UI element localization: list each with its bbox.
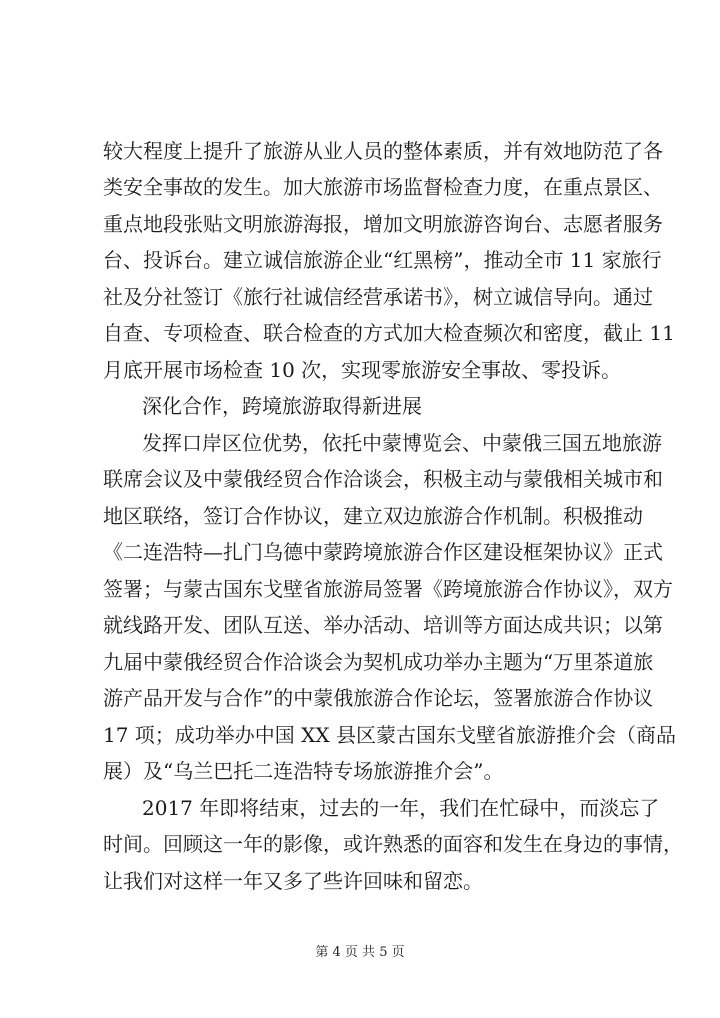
text-line: 让我们对这样一年又多了些许回味和留恋。 — [103, 869, 483, 893]
text-line: 就线路开发、团队互送、举办活动、培训等方面达成共识；以第 — [103, 613, 663, 637]
text-line: 时间。回顾这一年的影像，或许熟悉的面容和发生在身边的事情， — [103, 832, 683, 856]
text-line: 较大程度上提升了旅游从业人员的整体素质，并有效地防范了各 — [103, 139, 663, 163]
text-line: 社及分社签订《旅行社诚信经营承诺书》，树立诚信导向。通过 — [103, 285, 653, 309]
text-line: 九届中蒙俄经贸合作洽谈会为契机成功举办主题为“万里茶道旅 — [103, 650, 654, 674]
text-line: 台、投诉台。建立诚信旅游企业“红黑榜”，推动全市 11 家旅行 — [103, 248, 662, 272]
text-line: 游产品开发与合作”的中蒙俄旅游合作论坛，签署旅游合作协议 — [103, 686, 654, 710]
text-line: 月底开展市场检查 10 次，实现零旅游安全事故、零投诉。 — [103, 358, 622, 382]
section-heading: 深化合作，跨境旅游取得新进展 — [142, 394, 422, 418]
text-line: 17 项；成功举办中国 XX 县区蒙古国东戈壁省旅游推介会（商品 — [103, 723, 676, 747]
text-line: 联席会议及中蒙俄经贸合作洽谈会，积极主动与蒙俄相关城市和 — [103, 467, 663, 491]
text-line: 自查、专项检查、联合检查的方式加大检查频次和密度，截止 11 — [103, 321, 675, 345]
page-number-footer: 第 4 页 共 5 页 — [315, 945, 405, 960]
text-line: 展）及“乌兰巴托二连浩特专场旅游推介会”。 — [103, 759, 504, 783]
text-line: 2017 年即将结束，过去的一年，我们在忙碌中，而淡忘了 — [142, 796, 660, 820]
text-line: 发挥口岸区位优势，依托中蒙博览会、中蒙俄三国五地旅游 — [142, 431, 662, 455]
text-line: 类安全事故的发生。加大旅游市场监督检查力度，在重点景区、 — [103, 175, 663, 199]
text-line: 重点地段张贴文明旅游海报，增加文明旅游咨询台、志愿者服务 — [103, 212, 663, 236]
text-line: 《二连浩特—扎门乌德中蒙跨境旅游合作区建设框架协议》正式 — [103, 540, 663, 564]
text-line: 签署；与蒙古国东戈壁省旅游局签署《跨境旅游合作协议》，双方 — [103, 577, 673, 601]
text-line: 地区联络，签订合作协议，建立双边旅游合作机制。积极推动 — [103, 504, 643, 528]
